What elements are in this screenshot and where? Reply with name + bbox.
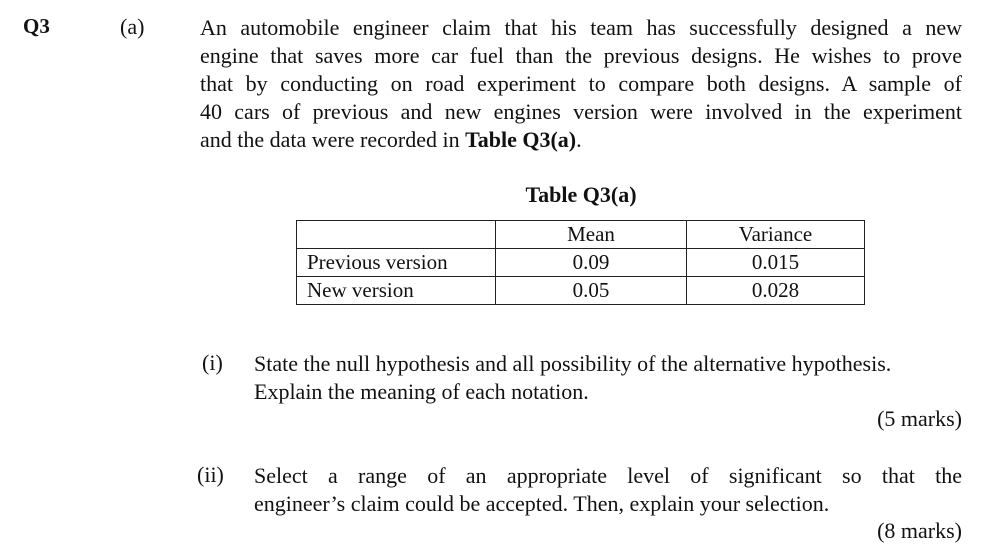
part-label: (a)	[120, 14, 145, 39]
table-header-cell: Mean	[496, 221, 687, 249]
table-header-cell	[297, 221, 496, 249]
table-reference: Table Q3(a)	[465, 127, 577, 152]
marks-label: (5 marks)	[877, 406, 962, 431]
subpart-label: (ii)	[197, 462, 224, 487]
table-title: Table Q3(a)	[525, 182, 637, 207]
intro-line: that by conducting on road experiment to compare both designs. A sample of	[200, 71, 962, 96]
table-row	[297, 249, 865, 277]
intro-text: and the data were recorded in	[200, 127, 466, 152]
subpart-line: Explain the meaning of each notation.	[254, 379, 589, 404]
intro-line: An automobile engineer claim that his team has successfully designed a new	[200, 15, 962, 40]
subpart-label: (i)	[202, 350, 223, 375]
data-table	[296, 220, 865, 305]
mean-cell: 0.09	[496, 249, 687, 277]
table-header-cell: Variance	[687, 221, 865, 249]
intro-line-last	[200, 126, 962, 154]
intro-line: 40 cars of previous and new engines version were involved in the experiment	[200, 99, 962, 124]
subpart-text	[254, 350, 962, 406]
subpart-line: Select a range of an appropriate level of significant so that the	[254, 463, 962, 488]
variance-cell: 0.028	[687, 277, 865, 305]
subpart-text	[254, 462, 962, 518]
variance-cell: 0.015	[687, 249, 865, 277]
intro-line: engine that saves more car fuel than the previous designs. He wishes to prove	[200, 43, 962, 68]
table-header-row	[297, 221, 865, 249]
table-row	[297, 277, 865, 305]
row-label: New version	[297, 277, 496, 305]
question-intro	[200, 14, 962, 154]
subpart-line: engineer’s claim could be accepted. Then, explain your selection.	[254, 491, 830, 516]
mean-cell: 0.05	[496, 277, 687, 305]
question-number: Q3	[23, 14, 50, 38]
marks-label: (8 marks)	[877, 518, 962, 543]
subpart-line: State the null hypothesis and all possibility of the alternative hypothesis.	[254, 351, 892, 376]
intro-period: .	[576, 127, 582, 152]
row-label: Previous version	[297, 249, 496, 277]
